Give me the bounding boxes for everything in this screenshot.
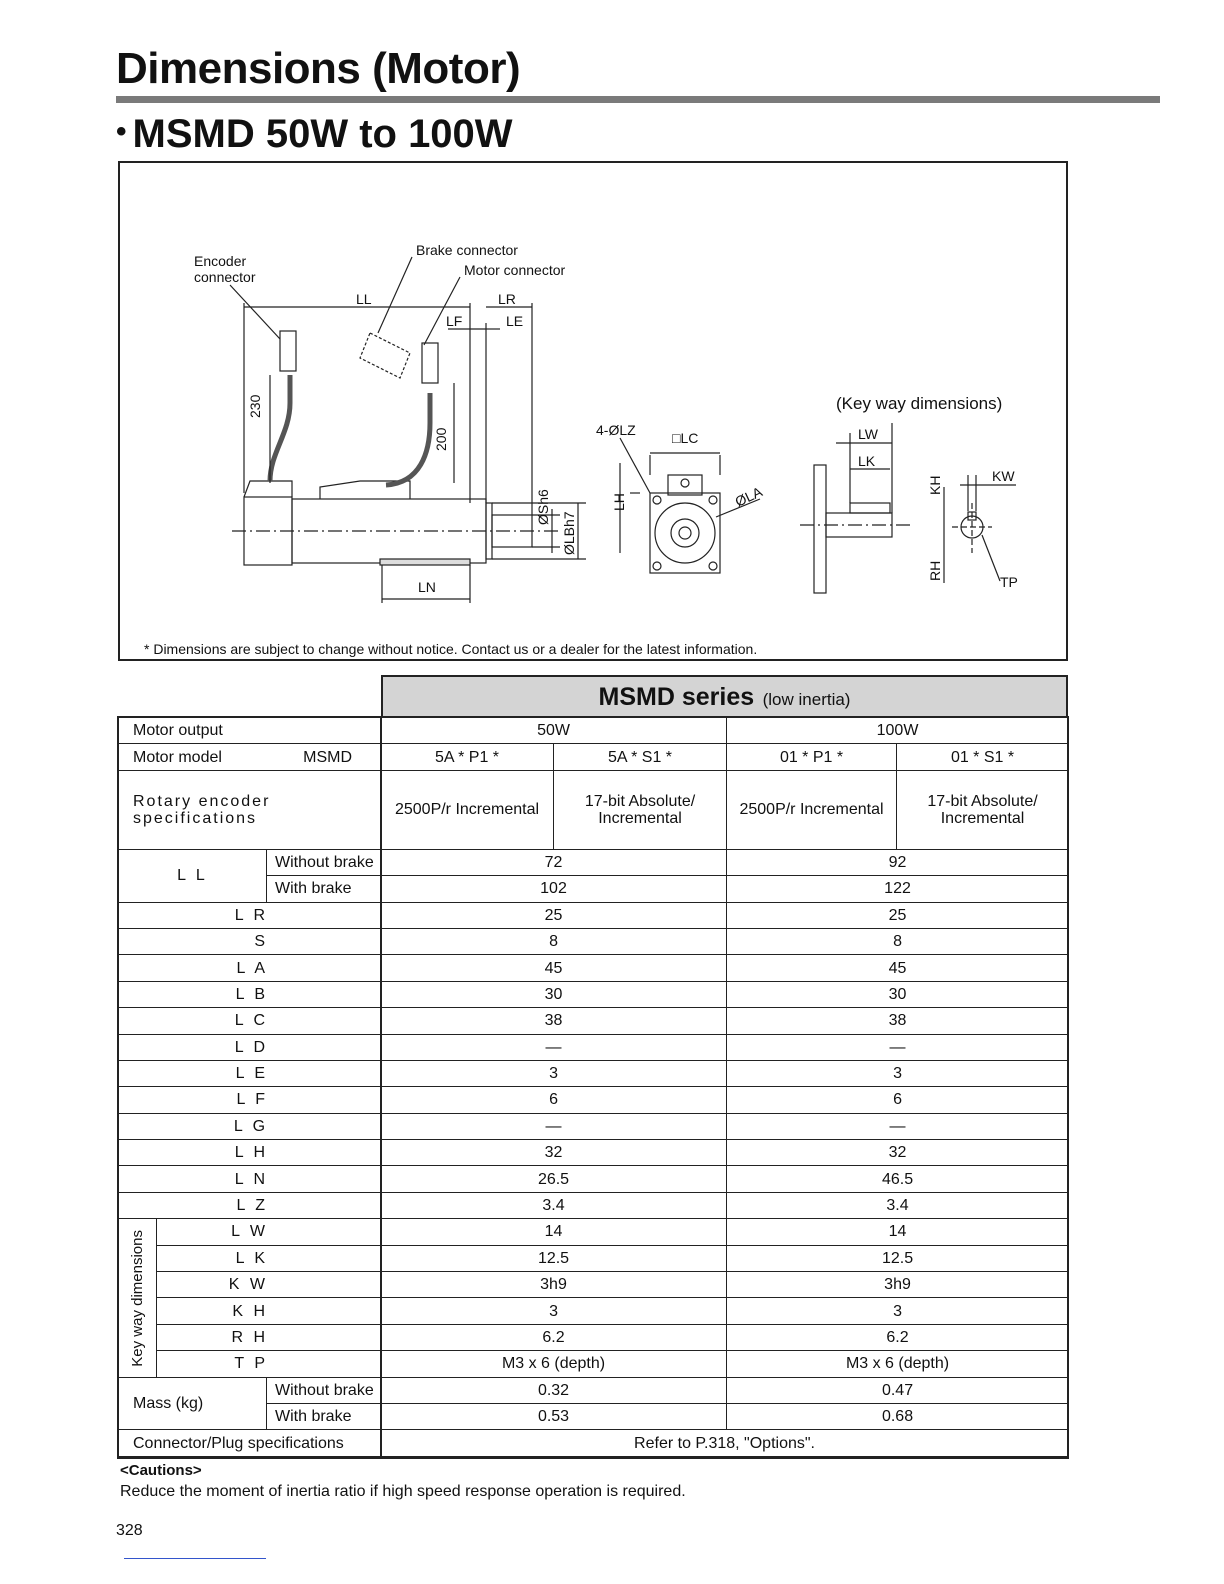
mass-with-brake-label: With brake — [267, 1403, 381, 1429]
series-name: MSMD series — [598, 683, 755, 711]
dim-lk-label: LK — [858, 453, 876, 469]
connector-spec-label: Connector/Plug specifications — [119, 1430, 381, 1456]
dim-value-50w: — — [381, 1113, 727, 1139]
spec-table — [118, 717, 1069, 1457]
table-row — [119, 1140, 1069, 1166]
keyway-value-100w: 12.5 — [727, 1245, 1069, 1271]
keyway-value-50w: M3 x 6 (depth) — [381, 1351, 727, 1377]
table-row — [119, 1351, 1069, 1377]
dim-value-100w: 45 — [727, 955, 1069, 981]
table-row — [119, 1219, 1069, 1245]
table-row — [119, 744, 1069, 770]
motor-model-label — [119, 744, 381, 770]
table-row — [119, 1034, 1069, 1060]
connector-spec-value: Refer to P.318, "Options". — [381, 1430, 1069, 1456]
dim-value-50w: 38 — [381, 1008, 727, 1034]
keyway-value-50w: 12.5 — [381, 1245, 727, 1271]
dim-value-50w: 26.5 — [381, 1166, 727, 1192]
dim-value-100w: 25 — [727, 902, 1069, 928]
table-row — [119, 1377, 1069, 1403]
dim-label: L D — [119, 1034, 381, 1060]
dim-value-50w: 25 — [381, 902, 727, 928]
dim-value-100w: 32 — [727, 1140, 1069, 1166]
dim-value-50w: 30 — [381, 981, 727, 1007]
dim-value-50w: 8 — [381, 928, 727, 954]
dim-value-100w: — — [727, 1034, 1069, 1060]
dim-sh6-label: ØSh6 — [535, 489, 551, 525]
dim-ln-label: LN — [418, 579, 436, 595]
dim-lw-label: LW — [858, 426, 878, 442]
dim-la-label: ØLA — [732, 483, 765, 510]
output-50w: 50W — [381, 718, 727, 744]
brake-plug — [360, 333, 410, 378]
keyway-value-50w: 3h9 — [381, 1272, 727, 1298]
key-slot — [850, 503, 890, 513]
dim-label: L E — [119, 1060, 381, 1086]
table-row — [119, 1430, 1069, 1456]
brake-connector-label: Brake connector — [416, 242, 518, 258]
keyway-label: L W — [157, 1219, 381, 1245]
table-row — [119, 1087, 1069, 1113]
dim-rh-label: RH — [927, 560, 943, 581]
keyway-label: L K — [157, 1245, 381, 1271]
keyway-group-text: Key way dimensions — [129, 1229, 146, 1367]
motor-model-prefix: MSMD — [303, 748, 353, 766]
table-row — [119, 1166, 1069, 1192]
table-row — [119, 1113, 1069, 1139]
page-number: 328 — [116, 1522, 143, 1539]
table-row — [119, 718, 1069, 744]
dim-label: L R — [119, 902, 381, 928]
keyway-value-100w: 3 — [727, 1298, 1069, 1324]
cautions-title: <Cautions> — [120, 1462, 202, 1479]
ll-without-50w: 72 — [381, 849, 727, 875]
table-row — [119, 928, 1069, 954]
dim-label: L G — [119, 1113, 381, 1139]
encoder-connector-label-2: connector — [194, 269, 256, 285]
front-flange — [650, 493, 720, 573]
dim-label: L F — [119, 1087, 381, 1113]
dim-lc-label: □LC — [672, 430, 699, 446]
dim-value-100w: — — [727, 1113, 1069, 1139]
table-row — [119, 1324, 1069, 1350]
keyway-title: (Key way dimensions) — [836, 394, 1003, 413]
motor-cable — [386, 393, 430, 485]
table-row — [119, 1245, 1069, 1271]
dim-value-50w: 32 — [381, 1140, 727, 1166]
with-brake-label: With brake — [267, 876, 381, 902]
keyway-value-100w: M3 x 6 (depth) — [727, 1351, 1069, 1377]
front-pilot — [655, 503, 715, 563]
dim-lf-label: LF — [446, 313, 463, 329]
motor-drawing-svg — [120, 163, 1066, 659]
section-title-text: MSMD 50W to 100W — [132, 112, 513, 156]
drawing-note: * Dimensions are subject to change without notice. Contact us or a dealer for the latest information. — [144, 641, 758, 657]
table-column-separator — [380, 716, 382, 1459]
dim-le-label: LE — [506, 313, 524, 329]
keyway-label: T P — [157, 1351, 381, 1377]
keyway-value-100w: 6.2 — [727, 1324, 1069, 1350]
table-row — [119, 1008, 1069, 1034]
table-row — [119, 849, 1069, 875]
section-title — [116, 112, 513, 157]
dim-value-50w: 3 — [381, 1060, 727, 1086]
dim-tp-label: TP — [1000, 574, 1018, 590]
dim-200-label: 200 — [433, 427, 449, 451]
motor-base — [380, 559, 470, 565]
table-row — [119, 770, 1069, 849]
dim-kh-label: KH — [927, 475, 943, 495]
model-cell: 01 * P1 * — [727, 744, 897, 770]
ll-with-50w: 102 — [381, 876, 727, 902]
without-brake-label: Without brake — [267, 849, 381, 875]
dim-label: L H — [119, 1140, 381, 1166]
keyway-value-50w: 6.2 — [381, 1324, 727, 1350]
table-row — [119, 902, 1069, 928]
keyway-label: K W — [157, 1272, 381, 1298]
dim-value-100w: 38 — [727, 1008, 1069, 1034]
keyway-flange — [814, 465, 826, 593]
dim-value-100w: 30 — [727, 981, 1069, 1007]
motor-model-text: Motor model — [133, 748, 222, 766]
dim-kw-label: KW — [992, 468, 1015, 484]
front-connector — [668, 475, 702, 495]
ll-with-100w: 122 — [727, 876, 1069, 902]
keyway-label: K H — [157, 1298, 381, 1324]
dim-lbh7-label: ØLBh7 — [561, 511, 577, 555]
dim-label: L N — [119, 1166, 381, 1192]
model-cell: 5A * P1 * — [381, 744, 554, 770]
bullet: • — [116, 115, 127, 148]
dim-value-50w: 3.4 — [381, 1192, 727, 1218]
mass-without-brake-label: Without brake — [267, 1377, 381, 1403]
output-100w: 100W — [727, 718, 1069, 744]
encoder-plug — [280, 331, 296, 371]
table-row — [119, 955, 1069, 981]
mass-without-50w: 0.32 — [381, 1377, 727, 1403]
table-row — [119, 981, 1069, 1007]
encoder-cell: 2500P/r Incremental — [727, 770, 897, 849]
encoder-cable — [270, 375, 290, 481]
mass-with-50w: 0.53 — [381, 1403, 727, 1429]
dim-label: L B — [119, 981, 381, 1007]
dim-lz-label: 4-ØLZ — [596, 422, 636, 438]
dim-ll-label: LL — [356, 291, 372, 307]
encoder-cap — [244, 481, 292, 497]
encoder-cell: 17-bit Absolute/ Incremental — [897, 770, 1069, 849]
table-row — [119, 1192, 1069, 1218]
ll-without-100w: 92 — [727, 849, 1069, 875]
ll-label: L L — [119, 849, 267, 902]
front-shaft — [679, 527, 691, 539]
keyway-value-100w: 3h9 — [727, 1272, 1069, 1298]
front-shaft-ring — [671, 519, 699, 547]
keyway-value-50w: 14 — [381, 1219, 727, 1245]
dim-value-50w: 45 — [381, 955, 727, 981]
keyway-value-100w: 14 — [727, 1219, 1069, 1245]
dim-value-50w: 6 — [381, 1087, 727, 1113]
dim-value-100w: 8 — [727, 928, 1069, 954]
dim-value-100w: 3 — [727, 1060, 1069, 1086]
page-title: Dimensions (Motor) — [116, 44, 521, 93]
encoder-cell: 17-bit Absolute/ Incremental — [554, 770, 727, 849]
dim-value-100w: 6 — [727, 1087, 1069, 1113]
title-rule — [116, 96, 1160, 103]
series-header — [381, 675, 1068, 718]
dim-lr-label: LR — [498, 291, 516, 307]
keyway-value-50w: 3 — [381, 1298, 727, 1324]
mass-with-100w: 0.68 — [727, 1403, 1069, 1429]
table-row — [119, 1272, 1069, 1298]
table-row — [119, 1060, 1069, 1086]
table-row — [119, 1298, 1069, 1324]
dim-lh-label: LH — [611, 493, 627, 511]
dim-label: L Z — [119, 1192, 381, 1218]
cautions-text: Reduce the moment of inertia ratio if high speed response operation is required. — [120, 1483, 686, 1500]
footer-link-underline[interactable] — [124, 1558, 266, 1559]
keyway-label: R H — [157, 1324, 381, 1350]
motor-output-label: Motor output — [119, 718, 381, 744]
motor-connector-label: Motor connector — [464, 262, 566, 278]
encoder-spec-label: Rotary encoder specifications — [119, 770, 381, 849]
dim-230-label: 230 — [247, 394, 263, 418]
motor-plug — [422, 343, 438, 383]
model-cell: 01 * S1 * — [897, 744, 1069, 770]
mass-without-100w: 0.47 — [727, 1377, 1069, 1403]
encoder-cell: 2500P/r Incremental — [381, 770, 554, 849]
keyway-group-label — [119, 1219, 157, 1377]
model-cell: 5A * S1 * — [554, 744, 727, 770]
encoder-connector-label: Encoder — [194, 253, 247, 269]
series-subtitle: (low inertia) — [762, 690, 851, 709]
dim-value-100w: 46.5 — [727, 1166, 1069, 1192]
dim-label: L C — [119, 1008, 381, 1034]
dim-value-50w: — — [381, 1034, 727, 1060]
dim-label: S — [119, 928, 381, 954]
dimension-drawing — [118, 161, 1068, 661]
dim-value-100w: 3.4 — [727, 1192, 1069, 1218]
mass-label: Mass (kg) — [119, 1377, 267, 1430]
dim-label: L A — [119, 955, 381, 981]
